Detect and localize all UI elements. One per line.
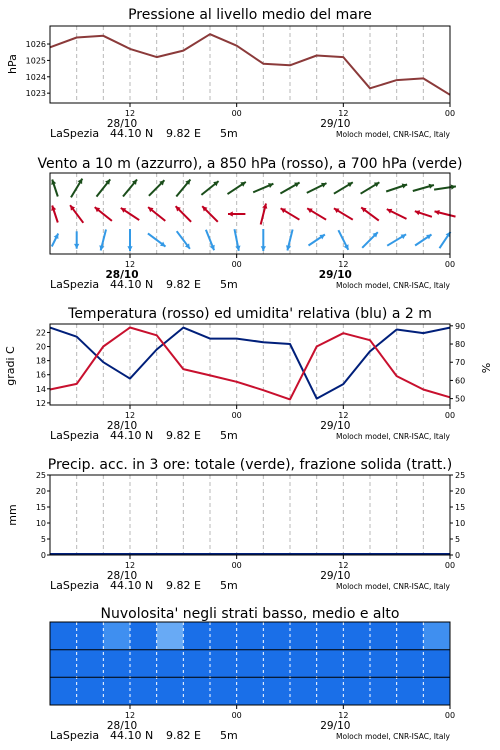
wind-arrowhead xyxy=(261,246,266,251)
y-tick-label: 5 xyxy=(40,535,46,544)
y-tick-label: 0 xyxy=(455,551,461,560)
longitude: 9.82 E xyxy=(166,579,201,592)
pressure-yticks xyxy=(26,40,50,98)
date-label: 29/10 xyxy=(320,570,351,582)
cloud-cells xyxy=(50,622,451,706)
x-tick-label: 12 xyxy=(338,260,349,269)
cloud-cell xyxy=(423,677,450,705)
pressure-grid xyxy=(77,26,424,103)
x-tick-label: 12 xyxy=(124,711,136,720)
precip-title: Precip. acc. in 3 ore: totale (verde), frazione solida (tratt.) xyxy=(47,457,453,473)
cloud-cell xyxy=(343,622,370,650)
cloud-cell xyxy=(317,650,344,678)
temperature-xticks xyxy=(107,405,455,432)
cloud-cell xyxy=(263,650,290,678)
y-tick-label: 0 xyxy=(40,551,46,560)
x-tick-label: 12 xyxy=(124,411,136,420)
cloud-cell xyxy=(263,622,290,650)
wind-footer xyxy=(50,278,451,291)
y-tick-label: 5 xyxy=(455,535,461,544)
y-tick-label: 1025 xyxy=(25,56,46,66)
pressure-series xyxy=(50,34,450,95)
wind-arrowhead xyxy=(127,246,132,251)
cloud-cell xyxy=(370,677,397,705)
cloud-cell xyxy=(103,650,130,678)
elevation: 5m xyxy=(220,729,238,742)
pressure-panel xyxy=(6,7,455,140)
cloud-cell xyxy=(317,622,344,650)
y-tick-label: 16 xyxy=(35,370,46,380)
cloud-cell xyxy=(370,650,397,678)
cloud-cell xyxy=(157,622,184,650)
pressure-xticks xyxy=(107,103,455,130)
cloud-cell xyxy=(397,650,424,678)
cloud-footer xyxy=(50,729,451,742)
y-tick-label: 25 xyxy=(455,471,466,480)
temperature-yticks xyxy=(36,328,50,407)
precip-footer xyxy=(50,579,451,592)
precip-yticks xyxy=(36,471,50,560)
x-tick-label: 12 xyxy=(124,561,136,570)
cloud-cell xyxy=(290,622,317,650)
cloud-panel xyxy=(50,606,455,742)
y-tick-label: 20 xyxy=(455,487,466,496)
elevation: 5m xyxy=(220,579,238,592)
pressure-ylabel: hPa xyxy=(6,54,19,74)
y-tick-label: 22 xyxy=(35,328,46,338)
y-tick-label: 10 xyxy=(35,519,46,528)
y-tick-label: 12 xyxy=(35,398,46,408)
wind-series xyxy=(51,179,456,251)
precip-frame xyxy=(50,475,450,555)
temperature-title: Temperatura (rosso) ed umidita' relativa (blu) a 2 m xyxy=(68,306,432,322)
location-name: LaSpezia xyxy=(50,579,100,592)
y-tick-label: 90 xyxy=(455,321,466,331)
latitude: 44.10 N xyxy=(110,278,154,291)
cloud-cell xyxy=(210,650,237,678)
location-name: LaSpezia xyxy=(50,278,100,291)
temperature-panel xyxy=(4,306,493,442)
cloud-xticks xyxy=(107,705,455,732)
wind-arrowhead xyxy=(228,211,233,216)
cloud-cell xyxy=(290,677,317,705)
cloud-cell xyxy=(77,677,104,705)
precip-yticks-right xyxy=(450,471,465,560)
humidity-ylabel: % xyxy=(480,362,493,374)
cloud-cell xyxy=(210,677,237,705)
date-label: 29/10 xyxy=(320,720,351,732)
date-label: 28/10 xyxy=(106,720,138,732)
cloud-cell xyxy=(370,622,397,650)
elevation: 5m xyxy=(220,278,238,291)
latitude: 44.10 N xyxy=(110,579,154,592)
temperature-footer xyxy=(50,429,451,442)
x-tick-label: 00 xyxy=(444,109,456,118)
wind-xticks xyxy=(105,254,455,281)
longitude: 9.82 E xyxy=(166,278,201,291)
y-tick-label: 50 xyxy=(455,394,466,404)
x-tick-label: 00 xyxy=(231,411,242,420)
cloud-cell xyxy=(50,650,77,678)
y-tick-label: 20 xyxy=(35,487,46,496)
cloud-cell xyxy=(50,677,77,705)
x-tick-label: 12 xyxy=(124,109,136,118)
cloud-cell xyxy=(237,677,264,705)
model-credit: Moloch model, CNR-ISAC, Italy xyxy=(336,281,450,290)
elevation: 5m xyxy=(220,429,238,442)
latitude: 44.10 N xyxy=(110,729,154,742)
model-credit: Moloch model, CNR-ISAC, Italy xyxy=(336,582,450,591)
cloud-cell xyxy=(130,677,157,705)
cloud-cell xyxy=(50,622,77,650)
y-tick-label: 15 xyxy=(35,503,46,512)
wind-title: Vento a 10 m (azzurro), a 850 hPa (rosso), a 700 hPa (verde) xyxy=(37,156,463,172)
cloud-cell xyxy=(130,650,157,678)
wind-panel xyxy=(37,156,462,291)
y-tick-label: 80 xyxy=(455,340,466,350)
x-tick-label: 00 xyxy=(444,711,456,720)
date-label: 29/10 xyxy=(318,269,352,281)
longitude: 9.82 E xyxy=(166,729,201,742)
y-tick-label: 1023 xyxy=(25,89,46,99)
x-tick-label: 00 xyxy=(444,411,456,420)
location-name: LaSpezia xyxy=(50,429,100,442)
wind-arrowhead xyxy=(74,244,79,249)
cloud-cell xyxy=(423,650,450,678)
cloud-title: Nuvolosita' negli strati basso, medio e alto xyxy=(100,606,400,622)
date-label: 29/10 xyxy=(320,118,351,130)
cloud-cell xyxy=(77,622,104,650)
date-label: 28/10 xyxy=(105,269,139,281)
temperature-series xyxy=(50,328,450,400)
elevation: 5m xyxy=(220,127,238,140)
cloud-cell xyxy=(157,677,184,705)
y-tick-label: 70 xyxy=(455,358,466,368)
date-label: 28/10 xyxy=(106,570,138,582)
cloud-cell xyxy=(343,650,370,678)
precip-grid xyxy=(77,475,424,555)
x-tick-label: 00 xyxy=(231,260,242,269)
latitude: 44.10 N xyxy=(110,127,154,140)
y-tick-label: 20 xyxy=(35,342,46,352)
model-credit: Moloch model, CNR-ISAC, Italy xyxy=(336,432,450,441)
y-tick-label: 14 xyxy=(35,384,46,394)
model-credit: Moloch model, CNR-ISAC, Italy xyxy=(336,130,450,139)
longitude: 9.82 E xyxy=(166,429,201,442)
y-tick-label: 1026 xyxy=(25,40,46,50)
cloud-cell xyxy=(317,677,344,705)
x-tick-label: 12 xyxy=(338,411,349,420)
x-tick-label: 12 xyxy=(338,561,349,570)
cloud-cell xyxy=(183,622,210,650)
cloud-cell xyxy=(157,650,184,678)
cloud-cell xyxy=(237,622,264,650)
cloud-cell xyxy=(397,677,424,705)
cloud-cell xyxy=(130,622,157,650)
x-tick-label: 12 xyxy=(338,109,349,118)
model-credit: Moloch model, CNR-ISAC, Italy xyxy=(336,732,450,741)
x-tick-label: 12 xyxy=(124,260,136,269)
x-tick-label: 00 xyxy=(231,109,242,118)
cloud-cell xyxy=(183,677,210,705)
cloud-cell xyxy=(423,622,450,650)
cloud-cell xyxy=(77,650,104,678)
pressure-footer xyxy=(50,127,451,140)
x-tick-label: 00 xyxy=(444,561,456,570)
pressure-line xyxy=(50,34,450,95)
pressure-frame xyxy=(50,26,450,103)
cloud-cell xyxy=(210,622,237,650)
latitude: 44.10 N xyxy=(110,429,154,442)
y-tick-label: 18 xyxy=(35,356,46,366)
longitude: 9.82 E xyxy=(166,127,201,140)
x-tick-label: 00 xyxy=(444,260,456,269)
humidity-yticks xyxy=(450,322,465,404)
x-tick-label: 00 xyxy=(231,561,242,570)
y-tick-label: 1024 xyxy=(25,72,46,82)
location-name: LaSpezia xyxy=(50,127,100,140)
y-tick-label: 10 xyxy=(455,519,466,528)
cloud-cell xyxy=(263,677,290,705)
cloud-cell xyxy=(397,622,424,650)
location-name: LaSpezia xyxy=(50,729,100,742)
precip-panel xyxy=(6,457,465,592)
y-tick-label: 25 xyxy=(35,471,46,480)
cloud-cell xyxy=(103,677,130,705)
temperature-line xyxy=(50,328,450,400)
temperature-grid xyxy=(77,324,424,405)
cloud-cell xyxy=(183,650,210,678)
x-tick-label: 00 xyxy=(231,711,242,720)
humidity-line xyxy=(50,328,450,399)
pressure-title: Pressione al livello medio del mare xyxy=(128,7,372,23)
temperature-ylabel: gradi C xyxy=(4,346,17,386)
cloud-cell xyxy=(343,677,370,705)
x-tick-label: 12 xyxy=(338,711,349,720)
precip-xticks xyxy=(107,555,455,582)
date-label: 28/10 xyxy=(106,118,138,130)
cloud-cell xyxy=(290,650,317,678)
cloud-cell xyxy=(237,650,264,678)
y-tick-label: 15 xyxy=(455,503,466,512)
date-label: 29/10 xyxy=(320,420,351,432)
date-label: 28/10 xyxy=(106,420,138,432)
y-tick-label: 60 xyxy=(455,376,466,386)
precip-ylabel: mm xyxy=(6,504,19,526)
cloud-cell xyxy=(103,622,130,650)
